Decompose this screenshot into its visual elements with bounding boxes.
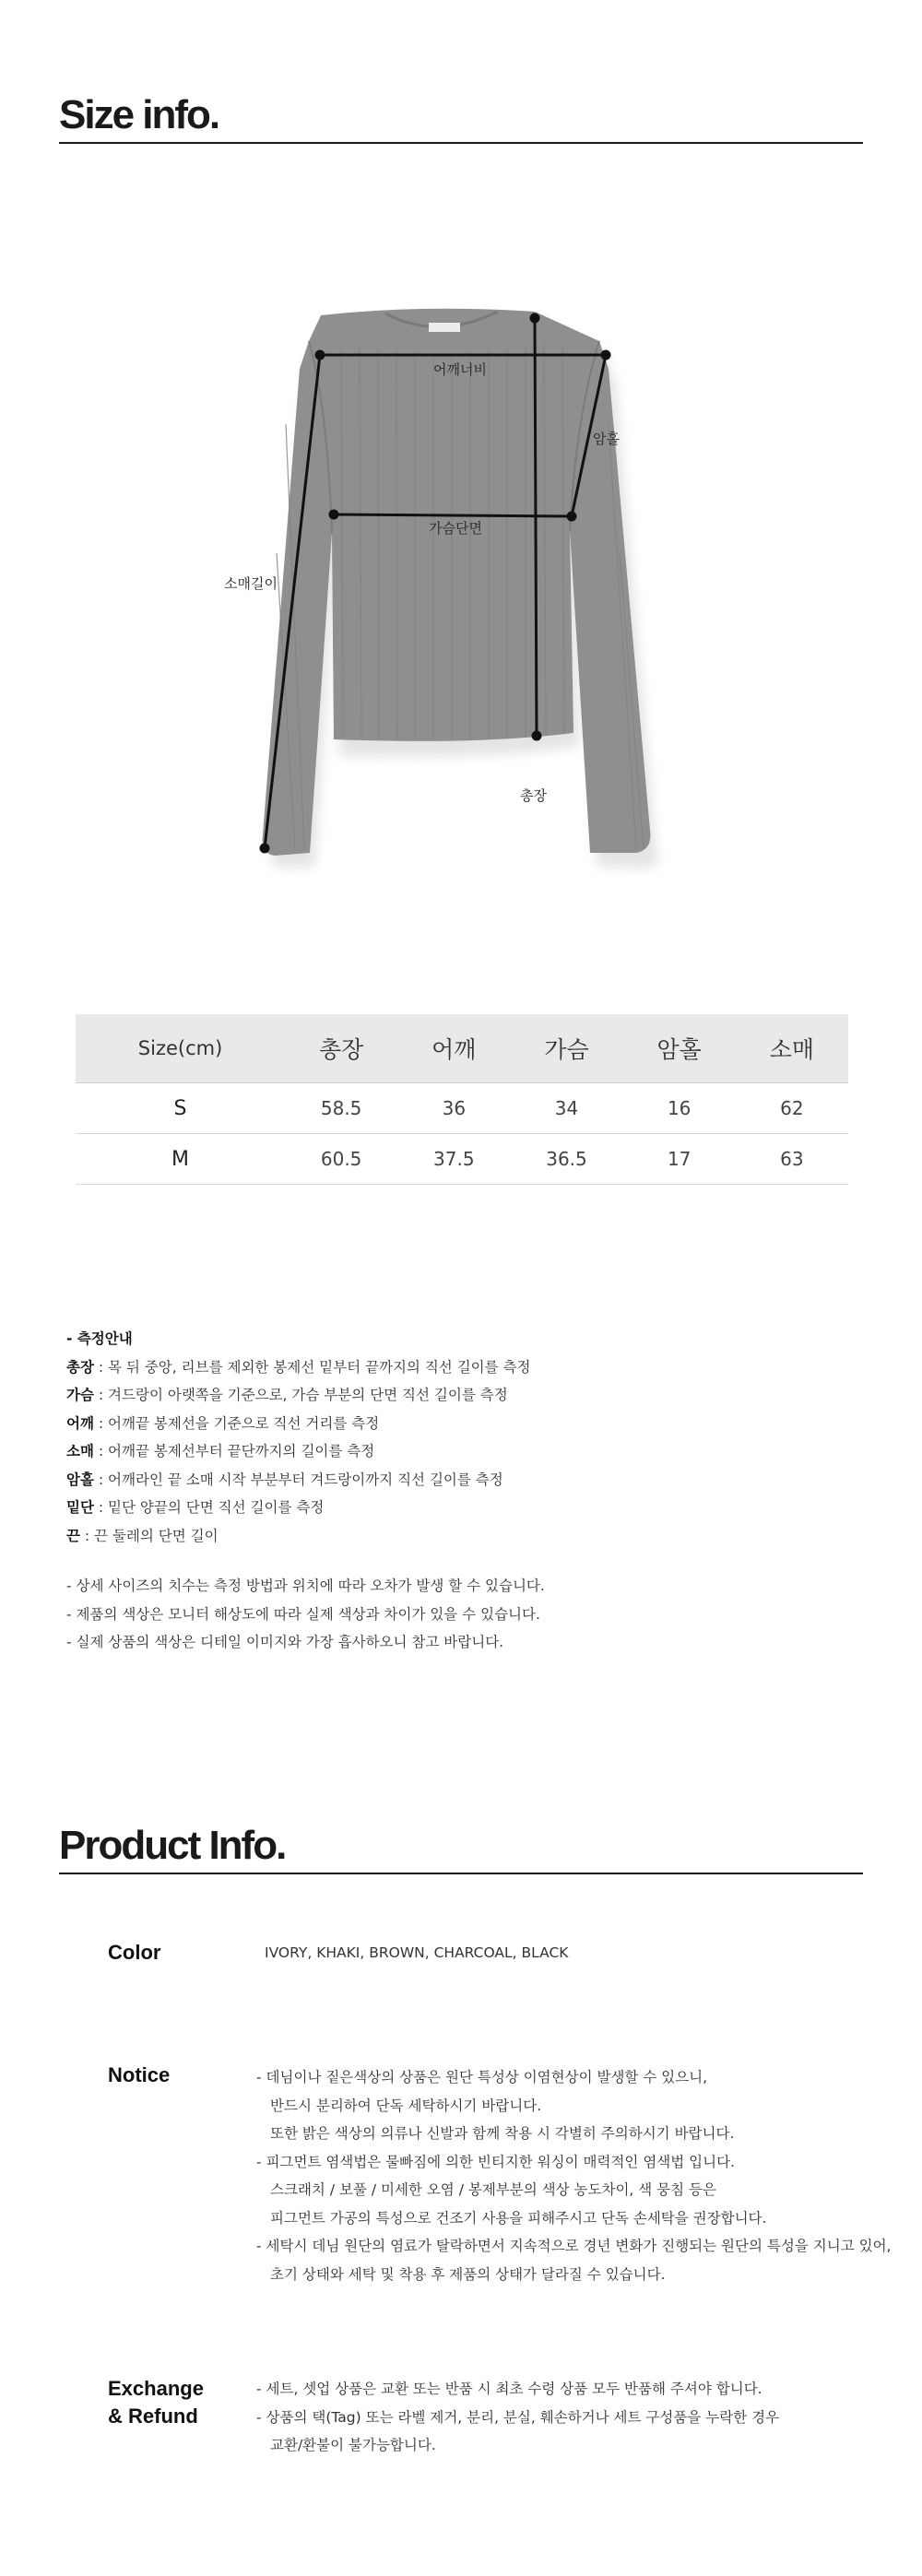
product-info-title: Product Info. — [59, 1823, 286, 1868]
color-label: Color — [108, 1941, 161, 1964]
exchange-refund-text — [256, 2375, 779, 2460]
exchange-refund-label — [108, 2375, 204, 2430]
size-disclaimers — [66, 1572, 545, 1657]
refund-label-line: & Refund — [108, 2405, 198, 2428]
table-cell: 63 — [736, 1134, 848, 1185]
exchange-line: 교환/환불이 불가능합니다. — [270, 2437, 436, 2453]
color-value: IVORY, KHAKI, BROWN, CHARCOAL, BLACK — [265, 1944, 569, 1961]
shoulder-header-cell: 어깨 — [397, 1014, 510, 1083]
guide-heading: - 측정안내 — [66, 1330, 133, 1347]
exchange-label-line: Exchange — [108, 2377, 204, 2400]
disclaimer-line: - 실제 상품의 색상은 디테일 이미지와 가장 흡사하오니 참고 바랍니다. — [66, 1634, 504, 1650]
chest-label: 가슴단면 — [429, 520, 482, 537]
sleeve-label: 소매길이 — [224, 575, 278, 592]
table-cell: 58.5 — [285, 1083, 397, 1134]
disclaimer-line: - 상세 사이즈의 치수는 측정 방법과 위치에 따라 오차가 발생 할 수 있습니다. — [66, 1578, 545, 1594]
garment-size-diagram — [0, 277, 922, 904]
notice-label: Notice — [108, 2063, 171, 2086]
chest-left-point — [330, 511, 337, 518]
size-table-header-row — [76, 1014, 848, 1083]
disclaimer-line: - 제품의 색상은 모니터 해상도에 따라 실제 색상과 차이가 있을 수 있습니다. — [66, 1605, 540, 1623]
guide-item: 어깨 : 어깨끝 봉제선을 기준으로 직선 거리를 측정 — [66, 1414, 380, 1432]
table-cell: 62 — [736, 1083, 848, 1134]
table-cell: 16 — [623, 1083, 736, 1134]
notice-line: - 피그먼트 염색법은 물빠짐에 의한 빈티지한 워싱이 매력적인 염색법 입니다. — [256, 2153, 736, 2170]
notice-line: 피그먼트 가공의 특성으로 건조기 사용을 피해주시고 단독 손세탁을 권장합니다. — [270, 2209, 767, 2227]
guide-item: 끈 : 끈 둘레의 단면 길이 — [66, 1527, 219, 1544]
sleeve-header-cell: 소매 — [736, 1014, 848, 1083]
notice-line: - 세탁시 데님 원단의 염료가 탈락하면서 지속적으로 경년 변화가 진행되는 원단의 특성을 지니고 있어, — [256, 2238, 892, 2254]
notice-line: 또한 밝은 색상의 의류나 신발과 함께 착용 시 각별히 주의하시기 바랍니다. — [270, 2125, 735, 2142]
guide-item: 밑단 : 밑단 양끝의 단면 직선 길이를 측정 — [66, 1499, 325, 1516]
notice-line: 반드시 분리하여 단독 세탁하시기 바랍니다. — [270, 2097, 542, 2114]
length-measure-line — [535, 318, 537, 736]
size-cell: S — [76, 1083, 285, 1134]
size-info-divider — [59, 142, 863, 144]
table-cell: 17 — [623, 1134, 736, 1185]
table-cell: 37.5 — [397, 1134, 510, 1185]
shoulder-label: 어깨너비 — [433, 361, 487, 378]
table-row — [76, 1134, 848, 1185]
size-table — [76, 1014, 848, 1185]
armhole-label: 암홀 — [593, 431, 620, 447]
table-row — [76, 1083, 848, 1134]
length-top-point — [531, 314, 538, 322]
length-label: 총장 — [520, 787, 547, 804]
armhole-header-cell: 암홀 — [623, 1014, 736, 1083]
guide-item: 소매 : 어깨끝 봉제선부터 끝단까지의 길이를 측정 — [66, 1443, 375, 1459]
size-cell: M — [76, 1134, 285, 1185]
guide-item: 총장 : 목 뒤 중앙, 리브를 제외한 봉제선 밑부터 끝까지의 직선 길이를 측정 — [66, 1358, 531, 1376]
table-cell: 36.5 — [510, 1134, 622, 1185]
notice-text — [256, 2063, 891, 2288]
table-cell: 34 — [510, 1083, 622, 1134]
table-cell: 60.5 — [285, 1134, 397, 1185]
exchange-line: - 세트, 셋업 상품은 교환 또는 반품 시 최초 수령 상품 모두 반품해 주셔야 합니다. — [256, 2381, 762, 2397]
notice-line: - 데님이나 짙은색상의 상품은 원단 특성상 이염현상이 발생할 수 있으니, — [256, 2069, 708, 2086]
size-info-title: Size info. — [59, 92, 219, 137]
notice-line: 초기 상태와 세탁 및 착용 후 제품의 상태가 달라질 수 있습니다. — [270, 2265, 666, 2283]
length-bottom-point — [533, 732, 540, 739]
length-header-cell: 총장 — [285, 1014, 397, 1083]
product-info-divider — [59, 1873, 863, 1874]
notice-line: 스크래치 / 보풀 / 미세한 오염 / 봉제부분의 색상 농도차이, 색 뭉침 등은 — [270, 2181, 716, 2198]
guide-item: 암홀 : 어깨라인 끝 소매 시작 부분부터 겨드랑이까지 직선 길이를 측정 — [66, 1471, 503, 1488]
neck-label — [429, 323, 460, 332]
guide-item: 가슴 : 겨드랑이 아랫쪽을 기준으로, 가슴 부분의 단면 직선 길이를 측정 — [66, 1387, 508, 1403]
table-cell: 36 — [397, 1083, 510, 1134]
exchange-line: - 상품의 택(Tag) 또는 라벨 제거, 분리, 분실, 훼손하거나 세트 구성품을 누락한 경우 — [256, 2408, 780, 2426]
sleeve-bottom-point — [261, 845, 268, 852]
chest-header-cell: 가슴 — [510, 1014, 622, 1083]
size-header-cell: Size(cm) — [76, 1014, 285, 1083]
measurement-guide — [66, 1325, 531, 1550]
